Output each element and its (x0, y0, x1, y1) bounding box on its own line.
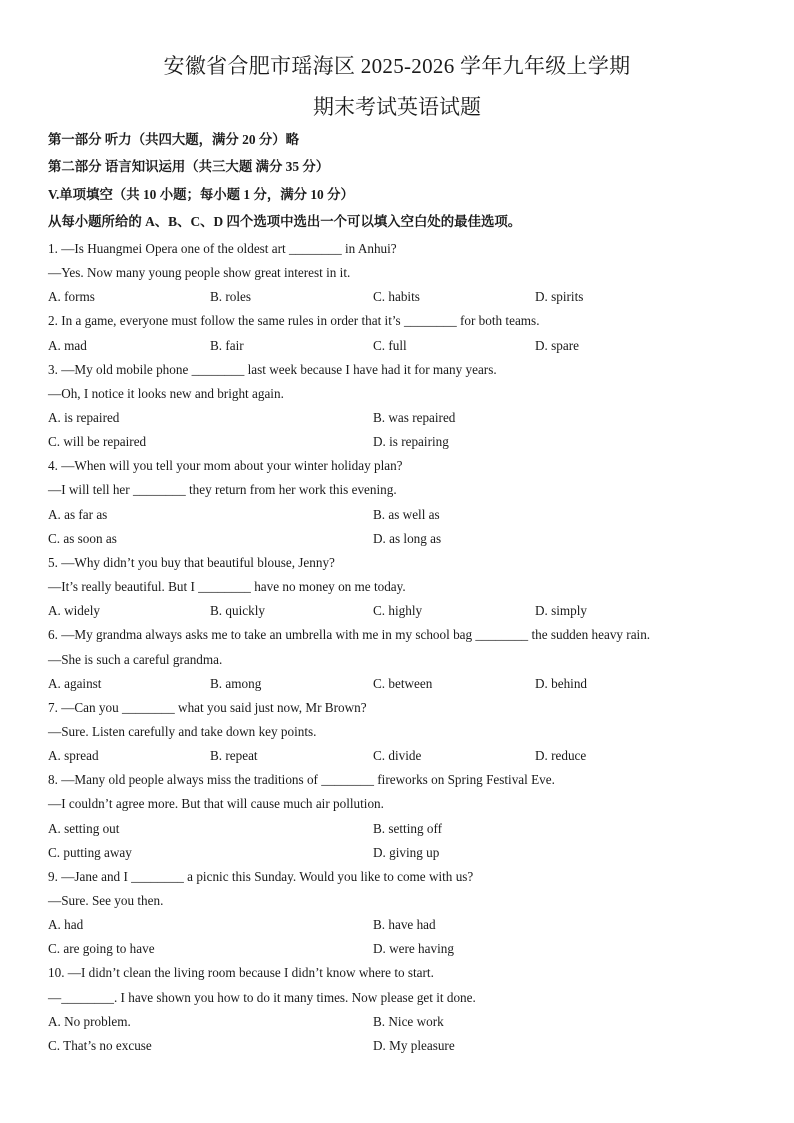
question-stem: 9. —Jane and I ________ a picnic this Sunday. Would you like to come with us? (48, 869, 474, 884)
option-c: C. That’s no excuse (48, 1038, 152, 1053)
question-stem: 7. —Can you ________ what you said just now, Mr Brown? (48, 700, 367, 715)
option-b: B. as well as (373, 507, 440, 522)
option-d: D. reduce (535, 748, 587, 763)
question-stem: —I couldn’t agree more. But that will cause much air pollution. (48, 796, 384, 811)
option-c: C. are going to have (48, 941, 155, 956)
question-stem: —Sure. See you then. (48, 893, 164, 908)
option-d: D. is repairing (373, 434, 449, 449)
question-stem: 10. —I didn’t clean the living room because I didn’t know where to start. (48, 965, 434, 980)
question-stem: 1. —Is Huangmei Opera one of the oldest art ________ in Anhui? (48, 241, 397, 256)
option-b: B. was repaired (373, 410, 456, 425)
option-b: B. repeat (210, 748, 258, 763)
title-line-2: 期末考试英语试题 (313, 95, 481, 119)
option-c: C. divide (373, 748, 422, 763)
option-b: B. quickly (210, 603, 265, 618)
part2-heading: 第二部分 语言知识运用（共三大题 满分 35 分） (48, 159, 330, 174)
question-stem: 4. —When will you tell your mom about your winter holiday plan? (48, 458, 403, 473)
option-a: A. setting out (48, 821, 120, 836)
question-stem: 5. —Why didn’t you buy that beautiful blouse, Jenny? (48, 555, 335, 570)
question-stem: 8. —Many old people always miss the traditions of ________ fireworks on Spring Festival Eve. (48, 772, 555, 787)
option-d: D. behind (535, 676, 588, 691)
option-b: B. roles (210, 289, 252, 304)
option-c: C. putting away (48, 845, 132, 860)
option-a: A. against (48, 676, 102, 691)
question-stem: —I will tell her ________ they return from her work this evening. (48, 482, 397, 497)
option-a: A. had (48, 917, 84, 932)
option-b: B. setting off (373, 821, 442, 836)
option-b: B. among (210, 676, 262, 691)
option-a: A. widely (48, 603, 101, 618)
option-c: C. habits (373, 289, 420, 304)
question-stem: —Sure. Listen carefully and take down key points. (48, 724, 317, 739)
option-a: A. forms (48, 289, 95, 304)
option-d: D. were having (373, 941, 454, 956)
question-stem: —Yes. Now many young people show great interest in it. (48, 265, 351, 280)
option-d: D. My pleasure (373, 1038, 455, 1053)
option-b: B. fair (210, 338, 244, 353)
option-d: D. spare (535, 338, 579, 353)
question-stem: —________. I have shown you how to do it many times. Now please get it done. (48, 990, 476, 1005)
title-line-1: 安徽省合肥市瑶海区 2025-2026 学年九年级上学期 (163, 54, 631, 78)
option-d: D. as long as (373, 531, 442, 546)
option-a: A. No problem. (48, 1014, 131, 1029)
question-stem: —Oh, I notice it looks new and bright again. (48, 386, 284, 401)
option-d: D. giving up (373, 845, 440, 860)
question-stem: 6. —My grandma always asks me to take an umbrella with me in my school bag ________ the sudden heavy rain. (48, 627, 651, 642)
option-b: B. Nice work (373, 1014, 444, 1029)
question-stem: —It’s really beautiful. But I ________ have no money on me today. (48, 579, 406, 594)
option-a: A. spread (48, 748, 99, 763)
question-stem: 2. In a game, everyone must follow the same rules in order that it’s ________ for both teams. (48, 313, 540, 328)
option-c: C. full (373, 338, 407, 353)
option-d: D. spirits (535, 289, 584, 304)
option-c: C. will be repaired (48, 434, 147, 449)
option-a: A. is repaired (48, 410, 120, 425)
option-c: C. as soon as (48, 531, 117, 546)
section5-heading: V.单项填空（共 10 小题；每小题 1 分，满分 10 分） (48, 187, 354, 202)
option-d: D. simply (535, 603, 588, 618)
option-c: C. highly (373, 603, 423, 618)
option-a: A. as far as (48, 507, 108, 522)
question-stem: 3. —My old mobile phone ________ last week because I have had it for many years. (48, 362, 497, 377)
instruction-text: 从每小题所给的 A、B、C、D 四个选项中选出一个可以填入空白处的最佳选项。 (48, 214, 522, 229)
option-a: A. mad (48, 338, 87, 353)
option-c: C. between (373, 676, 433, 691)
question-stem: —She is such a careful grandma. (48, 652, 223, 667)
option-b: B. have had (373, 917, 436, 932)
part1-heading: 第一部分 听力（共四大题，满分 20 分）略 (48, 132, 300, 147)
